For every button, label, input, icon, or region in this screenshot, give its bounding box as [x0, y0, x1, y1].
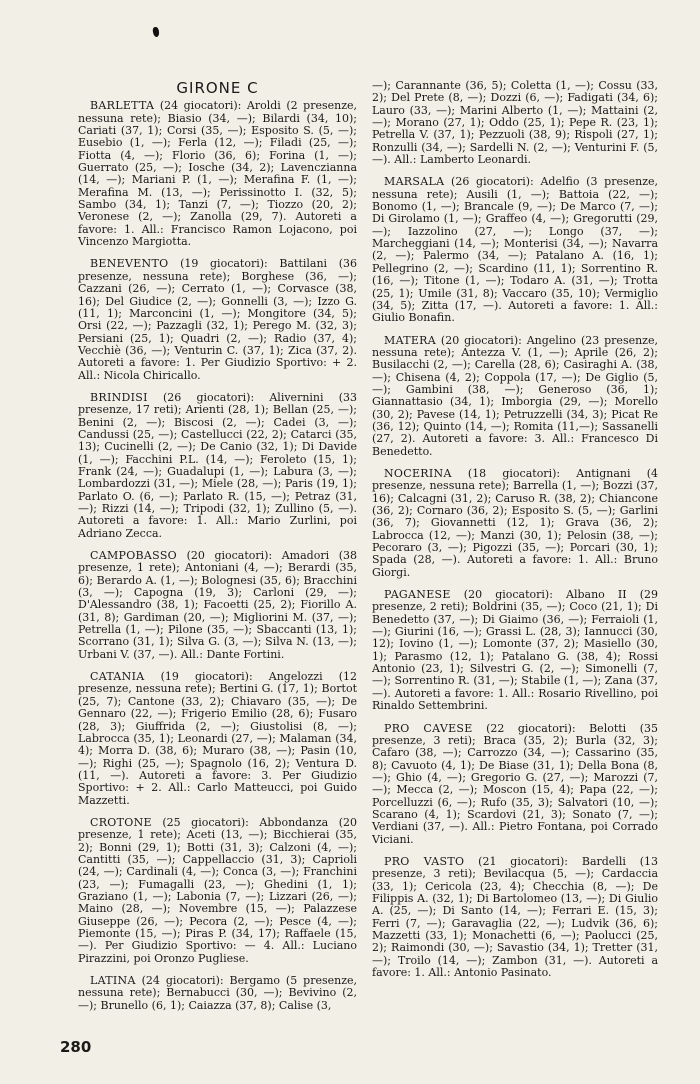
team-roster: (20 giocatori): Angelino (23 presenze, nessuna rete); Antezza V. (1, —); Aprile (26, 2); Busilacchi (2, —); Carella (28, 6); Casiraghi A. (38, —); Chisena (4, 2); Coppola (17, —); De Giglio (5, —); Gambini (38, —); Generoso (36, 1); Giannattasio (34, 1); Imborgia (29, —); Morello (30, 2); Pavese (14, 1); Petruzzelli (34, 3); Picat Re (36, 12); Quinto (14, —); Romita (11,—); Sassanelli (27, 2). Autoreti a favore: 3. All.: Francesco Di Benedetto.: [372, 333, 658, 458]
team-entry: [372, 589, 658, 712]
team-entry: [78, 258, 357, 381]
team-roster: (20 giocatori): Amadori (38 presenze, 1 rete); Antoniani (4, —); Berardi (35, 6); Berardo A. (1, —); Bolognesi (35, 6); Bracchini (3, —); Capogna (19, 3); Carloni (29, —); D'Alessandro (38, 1); Facoetti (25, 2); Fiorillo A. (31, 8); Gardiman (20, —); Migliorini M. (37, —); Petrella (1, —); Pilone (35, —); Sbaccanti (13, 1); Scorrano (31, 1); Silva G. (3, —); Silva N. (13, —); Urbani V. (37, —). All.: Dante Fortini.: [78, 549, 357, 661]
team-name: MARSALA: [384, 175, 445, 189]
team-name: MATERA: [384, 333, 436, 347]
team-name: BENEVENTO: [90, 257, 169, 271]
team-entry: [372, 723, 658, 846]
team-entry: [372, 335, 658, 458]
page-title: GIRONE C: [176, 79, 259, 97]
team-roster: (24 giocatori): Aroldi (2 presenze, nessuna rete); Biasio (34, —); Bilardi (34, 10); Cariati (37, 1); Corsi (35, —); Esposito S. (5, —); Eusebio (1, —); Ferla (12, —); Filadi (25, —); Fiotta (4, —); Florio (36, 6); Forina (1, —); Guerrato (25, —); Iosche (34, 2); Lavenczianna (14, —); Mariani P. (1, —); Merafina F. (1, —); Merafina M. (13, —); Perissinotto I. (32, 5); Sambo (34, 1); Tanzi (7, —); Tiozzo (20, 2); Veronese (2, —); Zanolla (29, 7). Autoreti a favore: 1. All.: Francisco Ramon Lojacono, poi Vincenzo Margiotta.: [78, 99, 357, 249]
team-roster: (24 giocatori): Bergamo (5 presenze, nessuna rete); Bernabucci (30, —); Bevivino (2, —); Brunello (6, 1); Caiazza (37, 8); Calise (3,: [78, 974, 358, 1012]
team-roster: (22 giocatori): Belotti (35 presenze, 3 reti); Braca (35, 2); Burla (32, 3); Cafaro (38, —); Carrozzo (34, —); Cassarino (35, 8); Cavuoto (4, 1); De Biase (31, 1); Della Bona (8, —); Ghio (4, —); Gregorio G. (27, —); Marozzi (7, —); Mecca (2, —); Moscon (15, 4); Papa (22, —); Porcelluzzi (6, —); Rufo (35, 3); Salvatori (10, —); Scarano (4, 1); Scardovi (21, 3); Sonato (7, —); Verdiani (37, —). All.: Pietro Fontana, poi Corrado Viciani.: [372, 721, 658, 846]
team-roster: (19 giocatori): Battilani (36 presenze, nessuna rete); Borghese (36, —); Cazzani (26, —); Cerrato (1, —); Corvasce (38, 16); Del Giudice (2, —); Gonnelli (3, —); Izzo G. (11, 1); Marconcini (1, —); Mongitore (34, 5); Orsi (22, —); Pazzagli (32, 1); Perego M. (32, 3); Persiani (25, 1); Quadri (2, —); Radio (37, 4); Vecchiè (36, —); Venturin C. (37, 1); Zica (37, 2). Autoreti a favore: 1. Per Giudizio Sportivo: + 2. All.: Nicola Chiricallo.: [78, 257, 357, 382]
right-column: [372, 80, 658, 989]
left-column: [78, 79, 358, 1022]
team-roster: (21 giocatori): Bardelli (13 presenze, 3 reti); Bevilacqua (5, —); Cardaccia (33, 1); Cericola (23, 4); Checchia (8, —); De Filippis A. (32, 1); Di Bartolomeo (13, —); Di Giulio A. (25, —); Di Santo (14, —); Ferrari E. (15, 3); Ferri (7, —); Garavaglia (22, —); Ludvik (36, 6); Mazzetti (33, 1); Monachetti (6, —); Paolucci (25, 2); Raimondi (30, —); Savastio (34, 1); Tretter (31, —); Troilo (14, —); Zambon (31, —). Autoreti a favore: 1. All.: Antonio Pasinato.: [372, 854, 659, 980]
team-roster: (18 giocatori): Antignani (4 presenze, nessuna rete); Barrella (1, —); Bozzi (37, 16); Calcagni (31, 2); Caruso R. (38, 2); Chiancone (36, 2); Cornaro (36, 2); Esposito S. (5, —); Garlini (36, 7); Giovannetti (12, 1); Grava (36, 2); Labrocca (12, —); Manzi (30, 1); Pelosin (38, —); Pecoraro (3, —); Pigozzi (35, —); Porcari (30, 1); Spada (28, —). Autoreti a favore: 1. All.: Bruno Giorgi.: [372, 466, 659, 579]
team-name: NOCERINA: [384, 466, 452, 480]
team-entry: [372, 468, 658, 579]
team-name: BRINDISI: [90, 390, 148, 404]
page-number: 280: [60, 1038, 92, 1056]
team-entry: [78, 100, 357, 248]
team-entry: [78, 392, 357, 540]
team-name: PRO VASTO: [384, 854, 465, 868]
team-roster: (20 giocatori): Albano II (29 presenze, 2 reti); Boldrini (35, —); Coco (21, 1); Di Benedetto (37, —); Di Giaimo (36, —); Ferraioli (1, —); Giurini (16, —); Grassi L. (28, 3); Iannucci (30, 12); Iovino (1, —); Lomonte (37, 2); Masiello (30, 1); Parasmo (12, 1); Patalano G. (38, 4); Rossi Antonio (23, 1); Silvestri G. (2, —); Simonelli (7, —); Sorrentino R. (31, —); Stabile (1, —); Zana (37, —). Autoreti a favore: 1. All.: Rosario Rivellino, poi Rinaldo Settembrini.: [372, 588, 658, 713]
team-entry: [78, 550, 357, 661]
team-entry: [78, 671, 357, 807]
team-name: PRO CAVESE: [384, 721, 473, 735]
team-entry: [372, 856, 658, 979]
team-roster: (25 giocatori): Abbondanza (20 presenze, 1 rete); Aceti (13, —); Bicchierai (35, 2); Bonni (29, 1); Botti (31, 3); Calzoni (4, —); Cantitti (35, —); Cappellaccio (31, 3); Caprioli (24, —); Cardinali (4, —); Conca (3, —); Franchini (23, —); Fumagalli (23, —); Ghedini (1, 1); Graziano (1, —); Labonia (7, —); Lizzari (26, —); Maino (28, —); Novembre (15, —); Palazzese Giuseppe (26, —); Pecora (2, —); Pesce (4, —); Piemonte (15, —); Piras P. (34, 17); Raffaele (15, —). Per Giudizio Sportivo: — 4. All.: Luciano Pirazzini, poi Oronzo Pugliese.: [78, 815, 357, 965]
team-name: CROTONE: [90, 815, 152, 829]
team-entry: [78, 817, 357, 965]
team-name: CAMPOBASSO: [90, 549, 177, 563]
team-name: BARLETTA: [90, 99, 155, 113]
team-name: CATANIA: [90, 670, 145, 684]
team-roster: (19 giocatori): Angelozzi (12 presenze, nessuna rete); Bertini G. (17, 1); Bortot (25, 7); Cantone (33, 2); Chiavaro (35, —); De Gennaro (22, —); Frigerio Emilio (28, 6); Fusaro (28, 3); Giuffrida (2, —); Giustolisi (8, —); Labrocca (35, 1); Leonardi (27, —); Malaman (34, 4); Morra D. (38, 6); Muraro (38, —); Pasin (10, —); Righi (25, —); Spagnolo (16, 2); Ventura D. (11, —). Autoreti a favore: 3. Per Giudizio Sportivo: + 2. All.: Carlo Matteucci, poi Guido Mazzetti.: [78, 670, 357, 807]
team-name: LATINA: [90, 974, 136, 988]
team-entry-continued: [372, 80, 658, 166]
team-roster: (26 giocatori): Alivernini (33 presenze, 17 reti); Arienti (28, 1); Bellan (25, —); Benini (2, —); Biscosi (2, —); Cadei (3, —); Candussi (25, —); Castellucci (22, 2); Catarci (35, 13); Cucinelli (2, —); De Canio (32, 1); Di Davide (1, —); Facchini P.L. (14, —); Feroleto (15, 1); Frank (24, —); Guadalupi (1, —); Labura (3, —); Lombardozzi (31, —); Miele (28, —); Paris (19, 1); Parlato O. (6, —); Parlato R. (15, —); Petraz (31, —); Rizzi (14, —); Tripodi (32, 1); Zullino (5, —). Autoreti a favore: 1. All.: Mario Zurlini, poi Adriano Zecca.: [78, 390, 358, 540]
ink-mark: [152, 27, 160, 38]
team-roster: —); Carannante (36, 5); Coletta (1, —); Cossu (33, 2); Del Prete (8, —); Dozzi (6, —); Fadigati (34, 6); Lauro (33, —); Marini Alberto (1, —); Mattaini (2, —); Morano (27, 1); Oddo (25, 1); Pepe R. (23, 1); Petrella V. (37, 1); Pezzuoli (38, 9); Rispoli (27, 1); Ronzulli (34, —); Sardelli N. (2, —); Venturini F. (5, —). All.: Lamberto Leonardi.: [372, 79, 658, 167]
team-entry: [78, 975, 357, 1012]
team-roster: (26 giocatori): Adelfio (3 presenze, nessuna rete); Ausili (1, —); Battoia (22, —); Bonomo (1, —); Brancale (9, —); De Marco (7, —); Di Girolamo (1, —); Graffeo (4, —); Gregorutti (29, —); Iazzolino (27, —); Longo (37, —); Marcheggiani (14, —); Monterisi (34, —); Navarra (2, —); Palermo (34, —); Patalano A. (16, 1); Pellegrino (2, —); Scardino (11, 1); Sorrentino R. (16, —); Titone (1, —); Todaro A. (31, —); Trotta (25, 1); Umile (31, 8); Vaccaro (35, 10); Vermiglio (34, 5); Zitta (17, —). Autoreti a favore: 1. All.: Giulio Bonafin.: [372, 175, 659, 325]
team-name: PAGANESE: [384, 588, 451, 602]
team-entry: [372, 176, 658, 324]
